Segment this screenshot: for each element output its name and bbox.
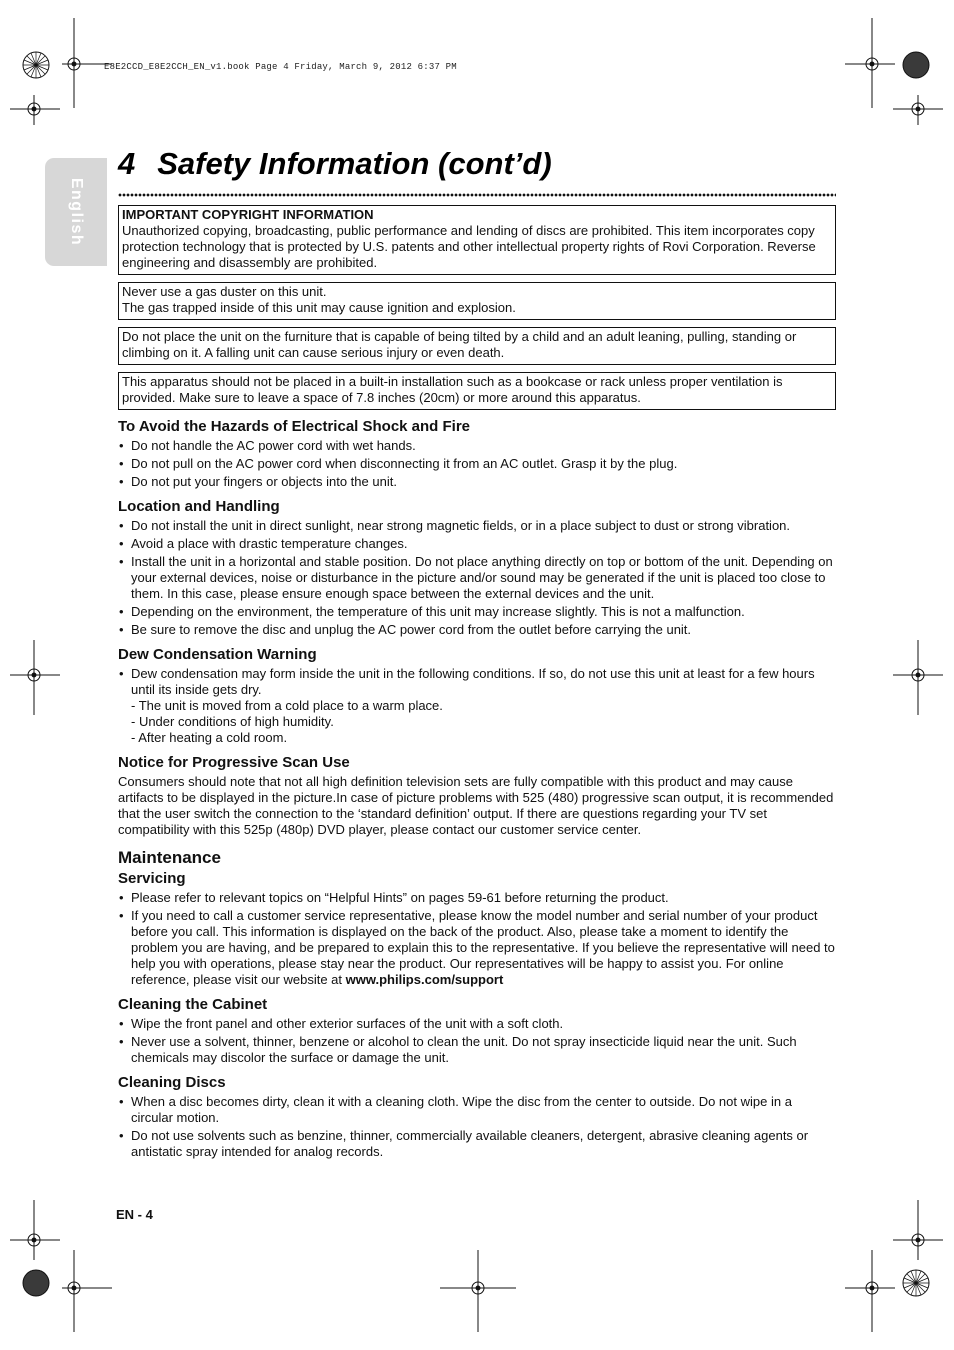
page-title	[118, 146, 552, 182]
list-item: • Do not install the unit in direct sunlight, near strong magnetic fields, or in a place subject to dust or strong vibration.	[118, 518, 836, 534]
page-number: EN - 4	[116, 1207, 153, 1222]
progressive-heading: Notice for Progressive Scan Use	[118, 754, 350, 771]
list-item: • When a disc becomes dirty, clean it with a cleaning cloth. Wipe the disc from the center to outside. Do not wipe in a circular motion.	[118, 1094, 836, 1126]
list-item: • Depending on the environment, the temperature of this unit may increase slightly. This is not a malfunction.	[118, 604, 836, 620]
gas-duster-line: The gas trapped inside of this unit may cause ignition and explosion.	[122, 300, 516, 315]
gas-duster-box	[118, 282, 836, 320]
maintenance-heading: Maintenance	[118, 848, 221, 867]
dew-sub-item: - After heating a cold room.	[131, 730, 288, 745]
dew-heading: Dew Condensation Warning	[118, 646, 317, 663]
list-item: • Install the unit in a horizontal and stable position. Do not place anything directly on top or bottom of the unit. Depending on your external devices, noise or disturbance in the picture and/or sound may be generated if the unit is placed too close to them. In this case, please ensure enough space between the external devices and the unit.	[118, 554, 836, 602]
main-content	[118, 205, 836, 1162]
location-list	[118, 518, 836, 638]
list-item: • Do not put your fingers or objects into the unit.	[118, 474, 836, 490]
crosshair-mark-icon	[10, 640, 60, 715]
list-item: • Avoid a place with drastic temperature changes.	[118, 536, 836, 552]
ventilation-text: This apparatus should not be placed in a built-in installation such as a bookcase or rack unless proper ventilation is provided. Make sure to leave a space of 7.8 inches (20cm) or more around this apparatus.	[122, 374, 783, 405]
crosshair-mark-icon	[893, 640, 943, 715]
crosshair-mark-icon	[893, 1200, 943, 1260]
language-tab	[45, 158, 107, 266]
list-item	[118, 908, 836, 988]
electrical-list	[118, 438, 836, 490]
starburst-mark-icon	[902, 1269, 930, 1297]
ventilation-box	[118, 372, 836, 410]
servicing-item-text: If you need to call a customer service representative, please know the model number and serial number of your product before you call. This information is displayed on the back of the product. Also, please take a moment to identify the problem you are having, and be prepared to explain this to the representative. If you believe the representative will need to help you with operations, please stay near the product. Our representatives will be happy to assist you. For online reference, please visit our website at	[131, 908, 835, 987]
crosshair-mark-icon	[10, 1200, 60, 1260]
dotted-divider	[118, 193, 836, 197]
crosshair-mark-icon	[10, 95, 60, 125]
dew-sub-item: - The unit is moved from a cold place to a warm place.	[131, 698, 443, 713]
list-item: • Be sure to remove the disc and unplug the AC power cord from the outlet before carrying the unit.	[118, 622, 836, 638]
crosshair-mark-icon	[845, 18, 895, 108]
list-item	[118, 666, 836, 746]
list-item: • Never use a solvent, thinner, benzene or alcohol to clean the unit. Do not spray insecticide liquid near the unit. Such chemicals may discolor the surface or damage the unit.	[118, 1034, 836, 1066]
electrical-heading: To Avoid the Hazards of Electrical Shock and Fire	[118, 418, 471, 435]
crosshair-mark-icon	[62, 1250, 112, 1332]
list-item: • Wipe the front panel and other exterior surfaces of the unit with a soft cloth.	[118, 1016, 836, 1032]
servicing-heading: Servicing	[118, 870, 186, 887]
crosshair-mark-icon	[893, 95, 943, 125]
cabinet-list	[118, 1016, 836, 1066]
discs-list	[118, 1094, 836, 1160]
support-url: www.philips.com/support	[345, 972, 504, 987]
list-item: • Please refer to relevant topics on “Helpful Hints” on pages 59-61 before returning the product.	[118, 890, 836, 906]
starburst-mark-icon	[22, 51, 50, 79]
crosshair-mark-icon	[440, 1250, 516, 1332]
location-heading: Location and Handling	[118, 498, 280, 515]
gas-duster-line: Never use a gas duster on this unit.	[122, 284, 327, 299]
language-tab-label: English	[68, 177, 85, 247]
copyright-heading: IMPORTANT COPYRIGHT INFORMATION	[122, 207, 374, 222]
list-item: • Do not use solvents such as benzine, thinner, commercially available cleaners, detergent, abrasive cleaning agents or antistatic spray intended for analog records.	[118, 1128, 836, 1160]
furniture-text: Do not place the unit on the furniture that is capable of being tilted by a child and an adult leaning, pulling, standing or climbing on it. A falling unit can cause serious injury or even death.	[122, 329, 797, 360]
print-info: E8E2CCD_E8E2CCH_EN_v1.book Page 4 Friday, March 9, 2012 6:37 PM	[104, 62, 457, 72]
cabinet-heading: Cleaning the Cabinet	[118, 996, 268, 1013]
list-item: • Do not pull on the AC power cord when disconnecting it from an AC outlet. Grasp it by the plug.	[118, 456, 836, 472]
copyright-box	[118, 205, 836, 275]
copyright-text: Unauthorized copying, broadcasting, public performance and lending of discs are prohibited. This item incorporates copy protection technology that is protected by U.S. patents and other intellectual property rights of Rovi Corporation. Reverse engineering and disassembly are prohibited.	[122, 223, 816, 270]
discs-heading: Cleaning Discs	[118, 1074, 226, 1091]
section-title: Safety Information (cont’d)	[157, 146, 552, 181]
list-item: • Do not handle the AC power cord with wet hands.	[118, 438, 836, 454]
crosshair-mark-icon	[845, 1250, 895, 1332]
dark-disc-mark-icon	[902, 51, 930, 79]
dark-disc-mark-icon	[22, 1269, 50, 1297]
section-number: 4	[118, 146, 136, 181]
dew-list	[118, 666, 836, 746]
servicing-list	[118, 890, 836, 988]
progressive-text: Consumers should note that not all high definition television sets are fully compatible with this product and may cause artifacts to be displayed in the picture.In case of picture problems with 525 (480) progressive scan output, it is recommended that the user switch the connection to the ‘standard definition’ output. If there are questions regarding your TV set compatibility with this 525p (480p) DVD player, please contact our customer service center.	[118, 774, 834, 837]
dew-item-text: Dew condensation may form inside the unit in the following conditions. If so, do not use this unit at least for a few hours until its inside gets dry.	[131, 666, 815, 697]
furniture-box	[118, 327, 836, 365]
dew-sub-item: - Under conditions of high humidity.	[131, 714, 334, 729]
